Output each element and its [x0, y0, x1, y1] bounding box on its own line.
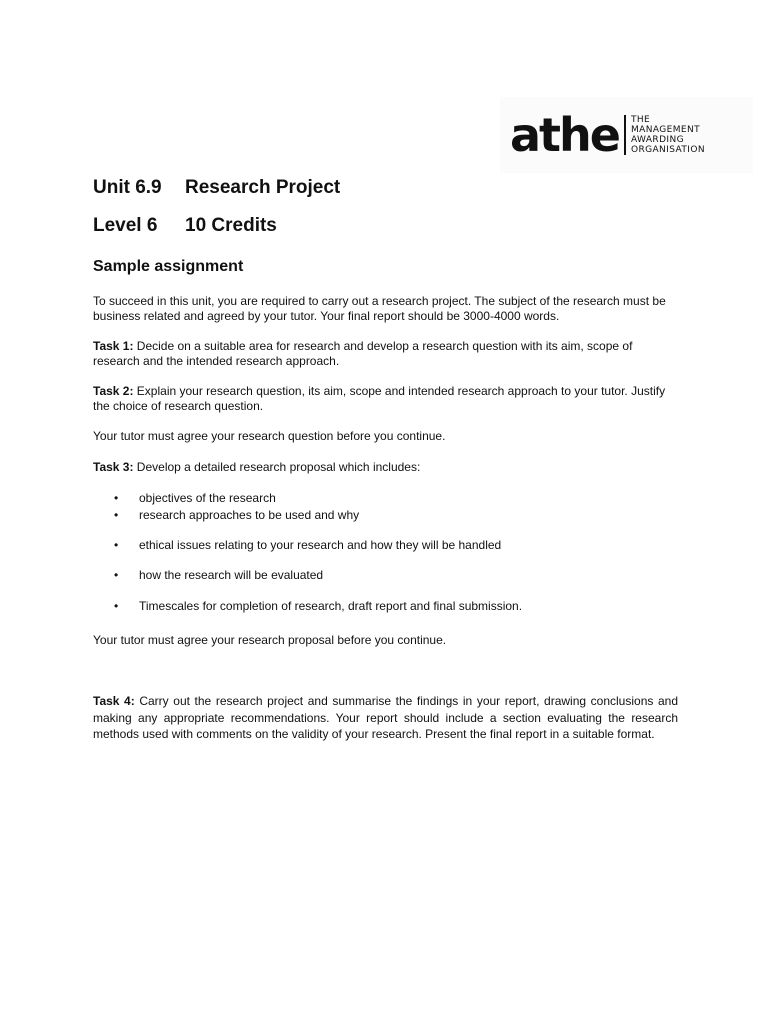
section-title: Sample assignment [93, 258, 244, 275]
intro-paragraph: To succeed in this unit, you are required to carry out a research project. The subject of the research must be business related and agreed by your tutor. Your final report should be 3000-4000 words. [93, 294, 666, 323]
bullet-item [114, 508, 359, 523]
task4-label: Task 4: [93, 694, 135, 708]
task2-paragraph [93, 384, 678, 414]
task1-label: Task 1: [93, 339, 134, 353]
bullet-text: objectives of the research [139, 491, 276, 505]
bullet-item [114, 568, 323, 583]
bullet-icon: • [114, 508, 119, 522]
logo-divider [624, 115, 626, 155]
logo-tagline-line: AWARDING [630, 135, 684, 145]
task2-label: Task 2: [93, 384, 134, 398]
logo-tagline-line: THE [630, 115, 651, 125]
bullet-text: how the research will be evaluated [139, 568, 324, 582]
task1-paragraph [93, 339, 678, 369]
bullet-item [114, 491, 276, 506]
bullet-icon: • [114, 568, 119, 582]
bullet-icon: • [114, 599, 119, 613]
bullet-text: ethical issues relating to your research and how they will be handled [139, 538, 502, 552]
bullet-item [114, 538, 501, 553]
logo-tagline [631, 115, 705, 155]
logo-wordmark: athe [510, 108, 619, 162]
bullet-text: research approaches to be used and why [139, 508, 360, 522]
level-heading [93, 215, 277, 237]
task4-paragraph [93, 693, 678, 743]
task1-text: Decide on a suitable area for research and develop a research question with its aim, scope of research and the intended research approach. [93, 339, 633, 368]
note-research-question: Your tutor must agree your research question before you continue. [93, 429, 446, 443]
task3-text: Develop a detailed research proposal which includes: [133, 460, 421, 474]
bullet-icon: • [114, 538, 119, 552]
credits-label: 10 Credits [185, 215, 277, 236]
level-label: Level 6 [93, 215, 158, 236]
unit-label: Unit 6.9 [93, 177, 162, 198]
note-research-proposal: Your tutor must agree your research proposal before you continue. [93, 633, 447, 647]
task3-label: Task 3: [93, 460, 134, 474]
bullet-icon: • [114, 491, 119, 505]
task2-text: Explain your research question, its aim, scope and intended research approach to your tutor. Justify the choice of research question. [93, 384, 666, 413]
athe-logo [500, 97, 753, 173]
task4-text: Carry out the research project and summarise the findings in your report, drawing conclusions and making any appropriate recommendations. Your report should include a section evaluating the research methods used with comments on the validity of your research. Present the final report in a suitable format. [93, 694, 678, 741]
logo-tagline-line: ORGANISATION [630, 145, 705, 155]
bullet-text: Timescales for completion of research, draft report and final submission. [139, 599, 523, 613]
unit-heading [93, 177, 341, 199]
unit-title: Research Project [185, 177, 341, 198]
task3-paragraph [93, 460, 678, 475]
logo-tagline-line: MANAGEMENT [630, 125, 700, 135]
bullet-item [114, 599, 522, 614]
